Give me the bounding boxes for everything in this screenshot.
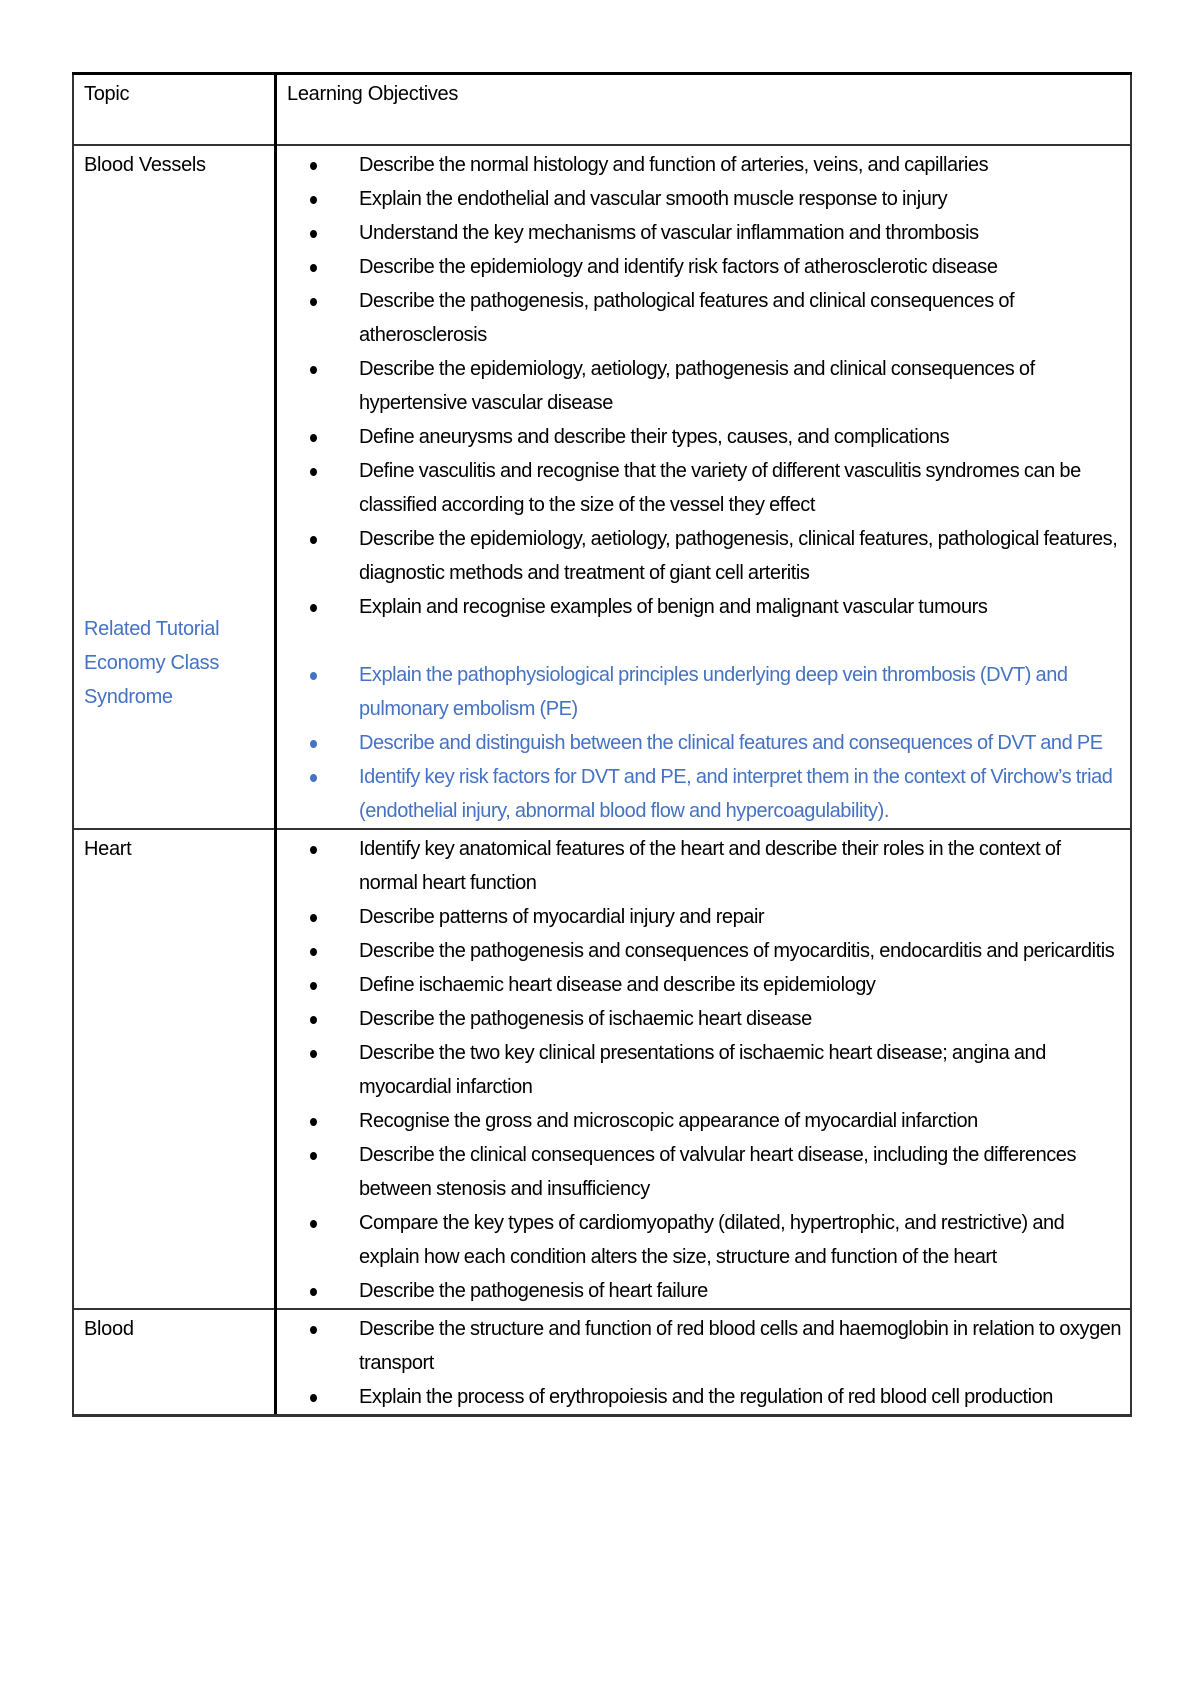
list-item: Describe the epidemiology, aetiology, pathogenesis, clinical features, pathological features, diagnostic methods and treatment of giant cell arteritis — [277, 522, 1122, 590]
topic-label: Blood Vessels — [84, 154, 206, 176]
topic-label: Blood — [84, 1318, 134, 1340]
list-item: Define ischaemic heart disease and describe its epidemiology — [277, 968, 1122, 1002]
list-item: Describe patterns of myocardial injury and repair — [277, 900, 1122, 934]
topic-cell — [73, 829, 276, 1309]
list-item: Identify key anatomical features of the heart and describe their roles in the context of normal heart function — [277, 832, 1122, 900]
objectives-cell — [276, 145, 1132, 829]
list-item: Describe the two key clinical presentations of ischaemic heart disease; angina and myocardial infarction — [277, 1036, 1122, 1104]
table-row-blood-vessels — [73, 145, 1131, 829]
list-item: Describe the normal histology and function of arteries, veins, and capillaries — [277, 148, 1122, 182]
header-objectives-label: Learning Objectives — [287, 83, 459, 105]
learning-objectives-table — [72, 72, 1132, 1417]
list-item: Define aneurysms and describe their types, causes, and complications — [277, 420, 1122, 454]
list-item: Define vasculitis and recognise that the variety of different vasculitis syndromes can be classified according to the size of the vessel they effect — [277, 454, 1122, 522]
objectives-cell — [276, 829, 1132, 1309]
list-item: Describe the pathogenesis of ischaemic heart disease — [277, 1002, 1122, 1036]
header-objectives — [276, 74, 1132, 146]
list-item: Explain and recognise examples of benign and malignant vascular tumours — [277, 590, 1122, 624]
list-item: Describe the clinical consequences of valvular heart disease, including the differences between stenosis and insufficiency — [277, 1138, 1122, 1206]
objectives-list — [277, 1312, 1122, 1414]
objectives-list — [277, 148, 1122, 828]
list-spacer — [277, 624, 1122, 658]
list-item: Describe the structure and function of red blood cells and haemoglobin in relation to oxygen transport — [277, 1312, 1122, 1380]
list-item: Describe the pathogenesis and consequences of myocarditis, endocarditis and pericarditis — [277, 934, 1122, 968]
list-item: Describe the epidemiology and identify risk factors of atherosclerotic disease — [277, 250, 1122, 284]
tutorial-list-item: Identify key risk factors for DVT and PE, and interpret them in the context of Virchow’s triad (endothelial injury, abnormal blood flow and hypercoagulability). — [277, 760, 1122, 828]
tutorial-list-item: Explain the pathophysiological principles underlying deep vein thrombosis (DVT) and pulmonary embolism (PE) — [277, 658, 1122, 726]
topic-label: Heart — [84, 838, 132, 860]
header-topic — [73, 74, 276, 146]
table-row-heart — [73, 829, 1131, 1309]
list-item: Recognise the gross and microscopic appearance of myocardial infarction — [277, 1104, 1122, 1138]
tutorial-list-item: Describe and distinguish between the clinical features and consequences of DVT and PE — [277, 726, 1122, 760]
list-item: Understand the key mechanisms of vascular inflammation and thrombosis — [277, 216, 1122, 250]
list-item: Compare the key types of cardiomyopathy (dilated, hypertrophic, and restrictive) and explain how each condition alters the size, structure and function of the heart — [277, 1206, 1122, 1274]
objectives-cell — [276, 1309, 1132, 1416]
table-row-blood — [73, 1309, 1131, 1416]
list-item: Explain the process of erythropoiesis and the regulation of red blood cell production — [277, 1380, 1122, 1414]
list-item: Explain the endothelial and vascular smooth muscle response to injury — [277, 182, 1122, 216]
table-header-row — [73, 74, 1131, 146]
list-item: Describe the pathogenesis of heart failure — [277, 1274, 1122, 1308]
topic-cell — [73, 145, 276, 829]
list-item: Describe the pathogenesis, pathological features and clinical consequences of atherosclerosis — [277, 284, 1122, 352]
topic-cell — [73, 1309, 276, 1416]
related-tutorial-label: Related Tutorial Economy Class Syndrome — [84, 618, 220, 708]
objectives-list — [277, 832, 1122, 1308]
header-topic-label: Topic — [84, 83, 130, 105]
list-item: Describe the epidemiology, aetiology, pathogenesis and clinical consequences of hypertensive vascular disease — [277, 352, 1122, 420]
